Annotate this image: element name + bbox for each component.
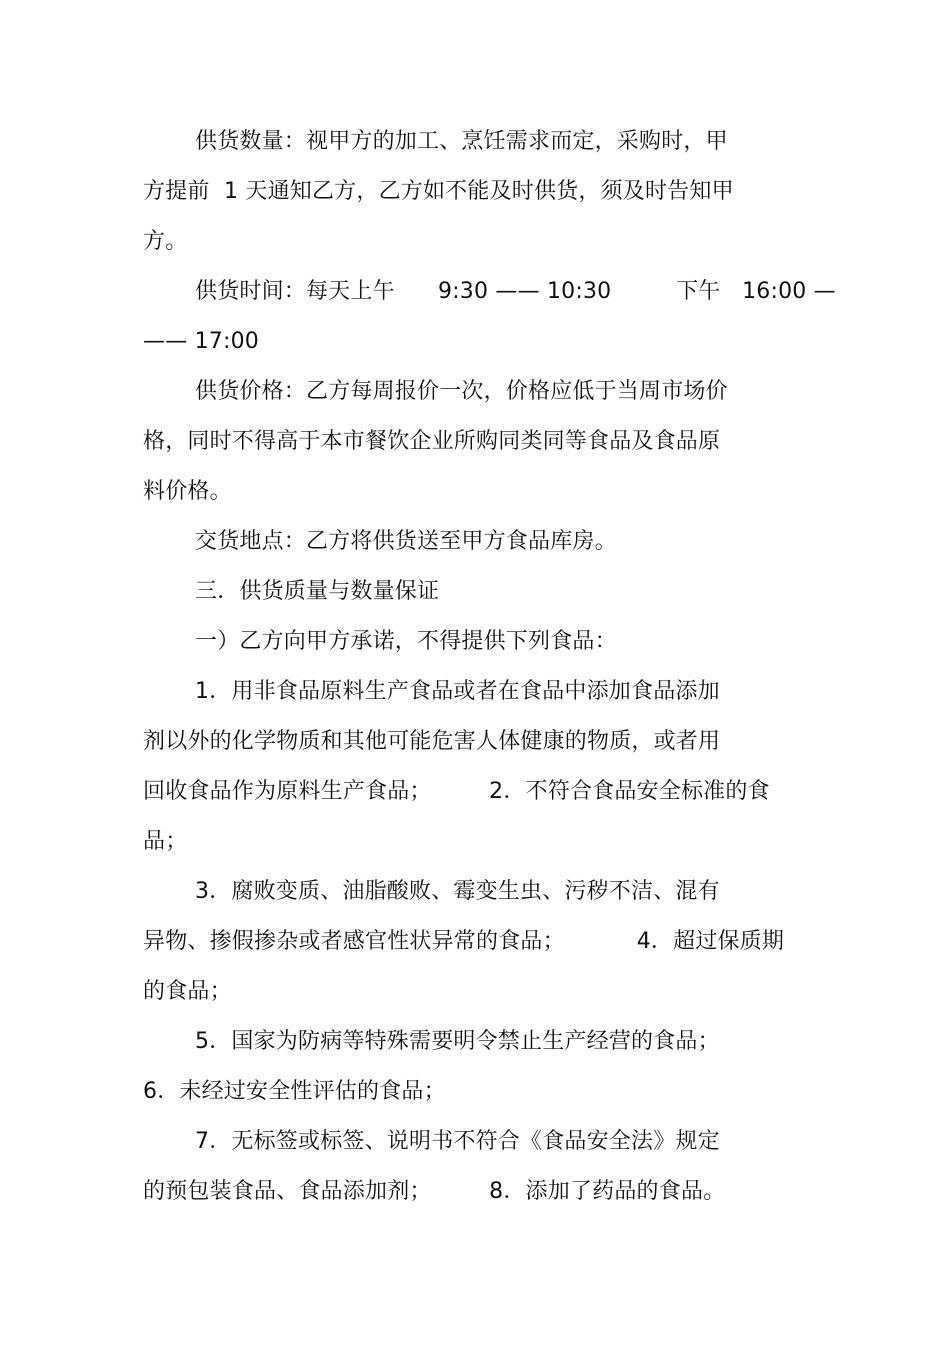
list-item-7-line-1: 7．无标签或标签、说明书不符合《食品安全法》规定 xyxy=(195,1129,720,1154)
list-item-1-line-2: 剂以外的化学物质和其他可能危害人体健康的物质，或者用 xyxy=(143,729,721,754)
list-item-3-line-1: 3．腐败变质、油脂酸败、霉变生虫、污秽不洁、混有 xyxy=(195,879,720,904)
paragraph-supply-price-line-1: 供货价格：乙方每周报价一次，价格应低于当周市场价 xyxy=(195,379,728,404)
list-item-5: 5．国家为防病等特殊需要明令禁止生产经营的食品； xyxy=(195,1029,720,1054)
list-item-4-line-2: 的食品； xyxy=(143,979,232,1004)
paragraph-supply-price-line-2: 格，同时不得高于本市餐饮企业所购同类同等食品及食品原 xyxy=(143,429,721,454)
list-item-1-line-3: 回收食品作为原料生产食品； 2．不符合食品安全标准的食 xyxy=(143,779,770,804)
list-item-7-line-2: 的预包装食品、食品添加剂； 8．添加了药品的食品。 xyxy=(143,1179,726,1204)
paragraph-supply-quantity-line-3: 方。 xyxy=(143,229,188,254)
paragraph-delivery-location: 交货地点：乙方将供货送至甲方食品库房。 xyxy=(195,529,617,554)
paragraph-supply-time-line-1: 供货时间：每天上午 9:30 —— 10:30 下午 16:00 — xyxy=(195,279,836,304)
list-item-1-line-1: 1．用非食品原料生产食品或者在食品中添加食品添加 xyxy=(195,679,720,704)
paragraph-supply-price-line-3: 料价格。 xyxy=(143,479,232,504)
section-heading-quality-guarantee: 三．供货质量与数量保证 xyxy=(195,579,440,604)
list-item-2-line-2: 品； xyxy=(143,829,188,854)
paragraph-supply-time-line-2: —— 17:00 xyxy=(143,329,259,354)
list-item-6: 6．未经过安全性评估的食品； xyxy=(143,1079,446,1104)
paragraph-supply-quantity-line-1: 供货数量：视甲方的加工、烹饪需求而定，采购时，甲 xyxy=(195,129,728,154)
subsection-heading-promise: 一）乙方向甲方承诺，不得提供下列食品： xyxy=(195,629,617,654)
list-item-3-line-2: 异物、掺假掺杂或者感官性状异常的食品； 4．超过保质期 xyxy=(143,929,785,954)
paragraph-supply-quantity-line-2: 方提前 1 天通知乙方，乙方如不能及时供货，须及时告知甲 xyxy=(143,179,734,204)
